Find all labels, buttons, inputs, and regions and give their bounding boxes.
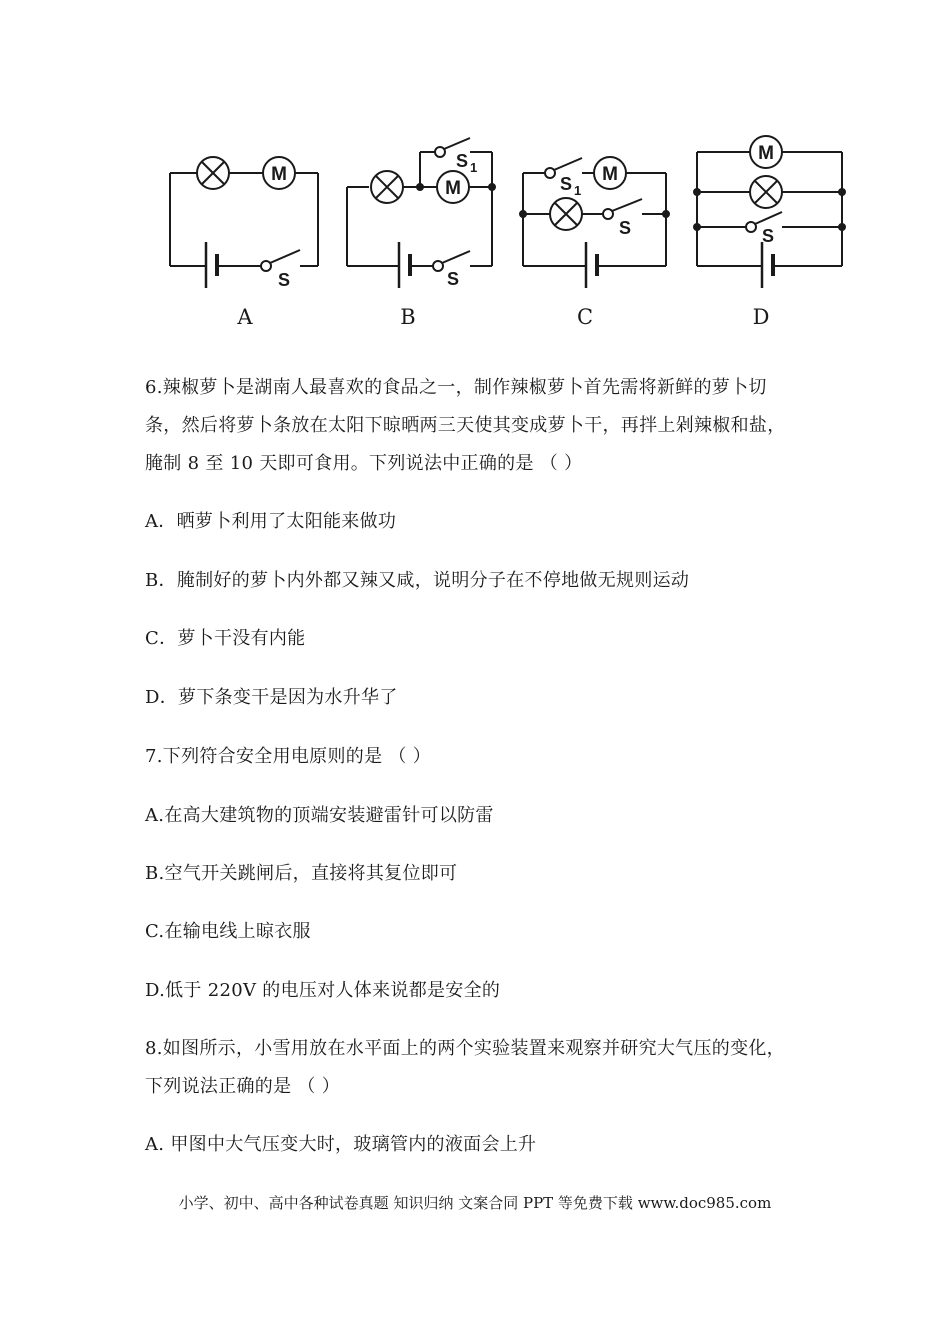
switch1-subscript: 1	[574, 183, 582, 198]
switch-label: S	[446, 269, 460, 289]
page-footer: 小学、初中、高中各种试卷真题 知识归纳 文案合同 PPT 等免费下载 www.doc985.com	[178, 1194, 772, 1212]
motor-label: M	[758, 143, 774, 164]
q7-option-d: D.低于 220V 的电压对人体来说都是安全的	[145, 980, 501, 1001]
q6-option-d: D．萝下条变干是因为水升华了	[145, 687, 398, 708]
switch1-subscript: 1	[470, 160, 478, 175]
battery-icon	[762, 242, 773, 288]
q6-stem-line-1: 6.辣椒萝卜是湖南人最喜欢的食品之一，制作辣椒萝卜首先需将新鲜的萝卜切	[145, 377, 767, 398]
motor-label: M	[602, 164, 618, 185]
switch-label: S	[277, 270, 291, 290]
lamp-icon	[371, 171, 403, 203]
circuit-diagrams	[150, 130, 870, 340]
motor-label: M	[445, 178, 461, 199]
diagram-label-d: D	[752, 305, 770, 329]
switch-label: S	[618, 218, 632, 238]
q8-stem-line-2: 下列说法正确的是 （ ）	[145, 1076, 341, 1097]
q7-option-a: A.在高大建筑物的顶端安装避雷针可以防雷	[145, 805, 494, 826]
battery-icon	[206, 242, 217, 288]
switch-icon	[261, 250, 300, 290]
q6-stem-line-2: 条，然后将萝卜条放在太阳下晾晒两三天使其变成萝卜干，再拌上剁辣椒和盐，	[145, 415, 786, 436]
circuit-d	[694, 136, 845, 288]
battery-icon	[586, 242, 597, 288]
switch-icon	[433, 251, 470, 289]
q6-option-b: B．腌制好的萝卜内外都又辣又咸，说明分子在不停地做无规则运动	[145, 570, 690, 591]
switch-icon	[603, 199, 642, 238]
circuit-a	[170, 157, 318, 290]
q8-option-a: A. 甲图中大气压变大时，玻璃管内的液面会上升	[145, 1134, 537, 1155]
circuit-c	[520, 157, 669, 288]
diagram-label-c: C	[576, 305, 594, 329]
q6-stem-line-3: 腌制 8 至 10 天即可食用。下列说法中正确的是 （ ）	[145, 453, 583, 474]
switch-label: S	[761, 226, 775, 246]
q7-option-b: B.空气开关跳闸后，直接将其复位即可	[145, 863, 458, 884]
switch1-icon	[435, 138, 477, 175]
lamp-icon	[197, 157, 229, 189]
q8-stem-line-1: 8.如图所示，小雪用放在水平面上的两个实验装置来观察并研究大气压的变化，	[145, 1038, 785, 1059]
lamp-icon	[750, 176, 782, 208]
motor-icon	[750, 136, 782, 168]
lamp-icon	[550, 198, 582, 230]
battery-icon	[399, 242, 410, 288]
q6-option-c: C．萝卜干没有内能	[145, 628, 306, 649]
motor-icon	[594, 157, 626, 189]
q6-option-a: A．晒萝卜利用了太阳能来做功	[145, 511, 397, 532]
switch1-label: S	[560, 174, 573, 194]
motor-label: M	[271, 164, 287, 185]
switch1-icon	[545, 158, 582, 198]
motor-icon	[263, 157, 295, 189]
switch1-label: S	[456, 151, 469, 171]
diagram-label-b: B	[400, 305, 416, 329]
q7-option-c: C.在输电线上晾衣服	[145, 921, 311, 942]
diagram-label-a: A	[237, 305, 253, 329]
circuit-b	[347, 138, 495, 289]
q7-stem: 7.下列符合安全用电原则的是 （ ）	[145, 746, 432, 767]
switch-icon	[746, 212, 782, 246]
motor-icon	[437, 171, 469, 203]
